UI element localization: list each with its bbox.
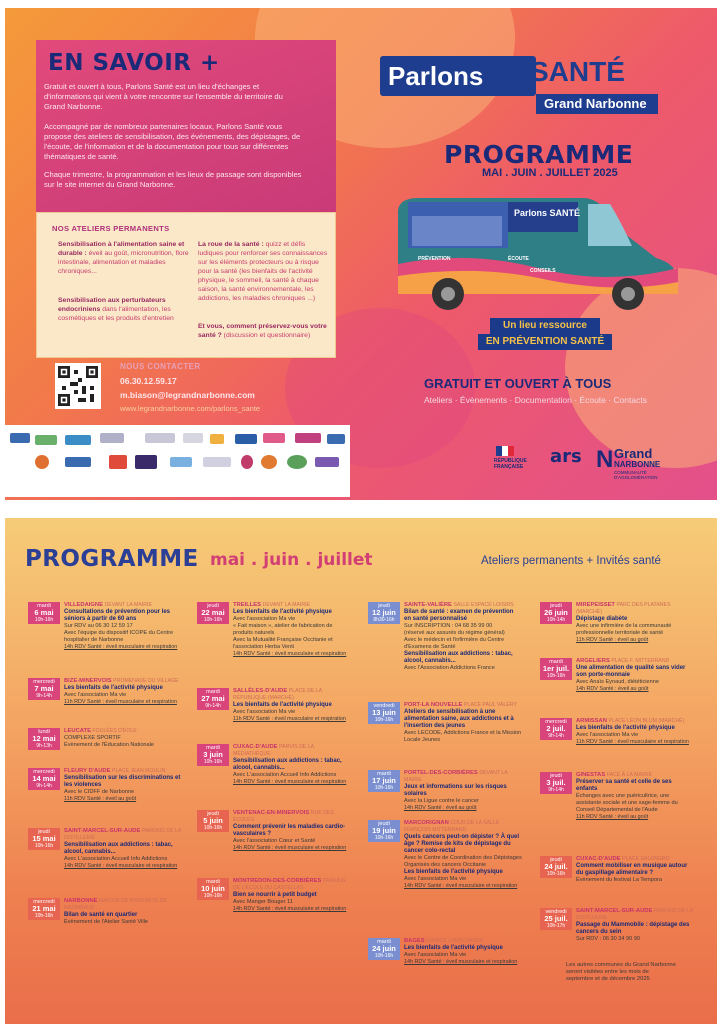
event-location: CUXAC-D'AUDE (233, 744, 278, 750)
event-details (576, 658, 694, 693)
event-location-detail: PLACE LÉON BLUM (MARCHÉ) (608, 718, 685, 724)
event-date-badge (540, 772, 572, 794)
event-date-badge (28, 678, 60, 700)
event-line: Sur INSCRIPTION : 04 68 35 99 00 (404, 623, 493, 629)
info-paragraph: Accompagné par de nombreux partenaires locaux, Parlons Santé vous propose des ateliers de sensibilisation, des événements, des dépistages, de l'écoute, de l'information et de la documentation pour tous sur différentes thématiques de santé. (44, 122, 301, 161)
event-rdv: 11h RDV Santé : éveil musculaire et respiration (233, 716, 346, 722)
event-rdv: 14h RDV Santé : éveil musculaire et respiration (64, 644, 178, 650)
event-line: Avec la Ligue contre le cancer (404, 798, 479, 804)
event-location: SAINTE-VALIÈRE (404, 602, 452, 608)
schedule-footnote: Les autres communes du Grand Narbonne seront visitées entre les mois de septembre et de décembre 2025 (566, 962, 676, 982)
event-date: 12 mai (32, 734, 56, 743)
event-line: Évènement de l'Atelier Santé Ville (64, 919, 148, 925)
event-date-badge (368, 820, 400, 842)
event-location-detail: PLACE SALENGRO (622, 856, 670, 862)
event-location: SAINT-MARCEL-SUR-AUDE (576, 908, 653, 914)
event-location-detail: PLACE PAUL VALÉRY (463, 702, 517, 708)
event-line: Avec l'association Cœur et Santé (233, 838, 316, 844)
event-details (233, 602, 351, 658)
event-title: Bilan de santé : examen de prévention en santé personnalisé (404, 609, 514, 622)
event-location-detail: PARKING DE LA DISTILLERIE (64, 828, 182, 841)
event-rdv: 14h RDV Santé : éveil au goût (404, 805, 477, 811)
van-word: PRÉVENTION (418, 256, 451, 262)
event-line: Avec LECODE, Addictions France et la Mission Locale Jeunes (404, 730, 522, 743)
event-details (233, 878, 351, 913)
logo-grand-narbonne: Grand Narbonne (536, 94, 658, 114)
contact-phone[interactable]: 06.30.12.59.17 (120, 376, 177, 386)
event-title: Ateliers de sensibilisation à une alimentation saine, aux addictions et à l'insertion des jeunes (404, 709, 514, 729)
event-date: 25 juil. (544, 914, 568, 923)
event-details (404, 820, 522, 890)
event-day: mercredi (545, 719, 567, 725)
event-title: Dépistage diabète (576, 616, 628, 622)
schedule-title: PROGRAMME (25, 546, 199, 572)
event-line: Avec l'Association Addictions France (404, 665, 495, 671)
event-day: mercredi (33, 899, 55, 905)
event-location: BAGES (404, 938, 425, 944)
partner-logos (5, 425, 350, 497)
event-date: 12 juin (372, 608, 396, 617)
event-hours: 10h-16h (374, 785, 394, 791)
workshops-title: NOS ATELIERS PERMANENTS (52, 224, 170, 233)
event-line: Avec l'association Ma vie (233, 709, 296, 715)
contact-website-link[interactable]: www.legrandnarbonne.com/parlons_sante (120, 404, 261, 413)
event-title: Les bienfaits de l'activité physique (576, 725, 675, 731)
event-location: BIZE-MINERVOIS (64, 678, 112, 684)
event-title: Jeux et informations sur les risques solaires (404, 784, 507, 797)
event-hours: 10h-16h (34, 843, 54, 849)
logo-sante: SANTÉ (530, 56, 625, 87)
event-line: Avec le Centre de Coordination des Dépistages Organisés des cancers Occitanie (404, 855, 522, 868)
event-location: MIREPEISSET (576, 602, 615, 608)
event-details (404, 938, 522, 966)
event-date-badge (540, 718, 572, 740)
event-date-badge (540, 602, 572, 624)
event-location-detail: DEVANT LA MAIRIE (262, 602, 310, 608)
event-location-detail: PROMENADE DU VILLAGE (113, 678, 179, 684)
event-day: vendredi (373, 703, 395, 709)
event-date-badge (28, 768, 60, 790)
event-date: 19 juin (372, 826, 396, 835)
event-date-badge (28, 728, 60, 750)
schedule-months: mai . juin . juillet (210, 550, 373, 570)
event-line: Évènement de l'Éducation Nationale (64, 742, 155, 748)
event-rdv: 11h RDV Santé : éveil au goût (576, 814, 649, 820)
partner-logo-icon (170, 457, 192, 467)
event-line: Avec le médecin et l'infirmière du Centre d'Examens de Santé (404, 637, 505, 650)
event-line: Avec la Mutualité Française Occitanie et l'association Herba Venti (233, 637, 333, 650)
event-details (64, 728, 182, 749)
event-details (576, 772, 694, 821)
event-date: 2 juil. (546, 724, 566, 733)
event-line: Sur RDV : 06 30 34 90 90 (576, 936, 641, 942)
info-paragraph: Chaque trimestre, la programmation et les lieux de passage sont disponibles sur le site internet du Grand Narbonne. (44, 170, 302, 189)
event-day: mardi (206, 745, 220, 751)
event-location-detail: PARC DES PLATANES (MARCHÉ) (576, 602, 671, 615)
event-date: 21 mai (32, 904, 56, 913)
event-line: Avec L'association Accueil Info Addictions (64, 856, 168, 862)
event-hours: 9h-14h (548, 733, 564, 739)
event-location: GINESTAS (576, 772, 606, 778)
event-date: 3 juin (203, 750, 223, 759)
event-location: VILLEDAIGNE (64, 602, 103, 608)
partner-logo-icon (10, 433, 30, 443)
event-line: COMPLEXE SPORTIF (64, 735, 121, 741)
event-day: mardi (549, 659, 563, 665)
event-title: Les bienfaits de l'activité physique (233, 702, 332, 708)
event-line: Avec Anaïs Eynaud, diététicienne (576, 679, 659, 685)
event-day: jeudi (38, 829, 50, 835)
event-line: Avec l'association Ma vie (404, 876, 467, 882)
event-date: 26 juin (544, 608, 568, 617)
event-details (576, 856, 694, 884)
event-details (576, 908, 694, 943)
event-title: Consultations de prévention pour les séniors à partir de 60 ans (64, 609, 171, 622)
event-location: VENTENAC-EN-MINERVOIS (233, 810, 310, 816)
grand-narbonne-n-icon: N (596, 446, 614, 473)
grand-narbonne-logo: Grand (614, 446, 653, 461)
grand-narbonne-logo-caption: COMMUNAUTÉ D'AGGLOMÉRATION (614, 470, 658, 480)
partner-logo-icon (210, 434, 224, 444)
event-line: Avec l'équipe du dispositif ICOPE du Centre hospitalier de Narbonne (64, 630, 174, 643)
event-hours: 10h-16h (546, 673, 566, 679)
event-rdv: 14h RDV Santé : éveil au goût (576, 686, 649, 692)
event-title: Sensibilisation sur les discriminations et les violences (64, 775, 181, 788)
partner-logo-icon (263, 433, 285, 443)
partner-logo-icon (109, 455, 127, 469)
event-details (576, 718, 694, 746)
event-date: 1er juil. (542, 664, 570, 673)
event-day: jeudi (207, 811, 219, 817)
event-date-badge (197, 602, 229, 624)
event-details (404, 770, 522, 812)
event-date: 17 juin (372, 776, 396, 785)
partner-logo-icon (235, 434, 257, 444)
info-title: EN SAVOIR + (48, 50, 220, 76)
event-title: Les bienfaits de l'activité physique (233, 609, 332, 615)
event-title: Les bienfaits de l'activité physique (64, 685, 163, 691)
event-hours: 10h-16h (374, 717, 394, 723)
event-hours: 10h-16h (374, 835, 394, 841)
event-location: SAINT-MARCEL-SUR-AUDE (64, 828, 141, 834)
french-flag-icon (496, 446, 514, 456)
event-date: 13 juin (372, 708, 396, 717)
workshop-item: Sensibilisation aux perturbateurs endocriniens dans l'alimentation, les cosmétiques et les produits d'entretien (58, 297, 174, 322)
event-rdv: 11h RDV Santé : éveil au goût (64, 796, 137, 802)
programme-title: PROGRAMME (444, 140, 634, 169)
event-date-badge (197, 744, 229, 766)
event-details (404, 602, 522, 672)
event-line: Avec une infirmière de la communauté professionnelle territoriale de santé (576, 623, 672, 636)
event-line: Avec Manger Bouger 11 (233, 899, 293, 905)
event-details (64, 678, 182, 706)
event-rdv: 14h RDV Santé : éveil musculaire et respiration (233, 779, 347, 785)
event-date-badge (368, 702, 400, 724)
event-date: 3 juil. (546, 778, 566, 787)
event-rdv: 11h RDV Santé : éveil au goût (576, 637, 649, 643)
event-location-detail: MAISON DE PROXIMITÉ DE RAZIMBAUD (64, 898, 167, 911)
event-date-badge (368, 770, 400, 792)
event-location-detail: PARVIS DE LA MÉDIATHÈQUE (233, 744, 314, 757)
workshop-item: Sensibilisation à l'alimentation saine et durable : éveil au goût, micronutrition, flore intestinale, alimentation et maladies chroniques... (58, 241, 189, 275)
republique-francaise-logo: RÉPUBLIQUE FRANÇAISE (494, 458, 527, 470)
event-hours: 9h-14h (36, 783, 52, 789)
event-title: Une alimentation de qualité sans vider son porte-monnaie (576, 665, 686, 678)
event-date: 5 juin (203, 816, 223, 825)
partner-logo-icon (327, 434, 345, 444)
event-details (233, 688, 351, 723)
event-title: Comment mobiliser en musique autour du gaspillage alimentaire ? (576, 863, 688, 876)
event-details (404, 702, 522, 744)
event-date-badge (540, 908, 572, 930)
event-date: 22 mai (201, 608, 225, 617)
event-line: Avec l'association Ma vie (576, 732, 639, 738)
event-title: Passage du Mammobile : dépistage des cancers du sein (576, 922, 690, 935)
event-details (64, 602, 182, 651)
event-date-badge (28, 898, 60, 920)
event-day: mardi (206, 689, 220, 695)
event-line: Avec l'association Ma vie (64, 692, 127, 698)
event-line: (réservé aux assurés du régime général) (404, 630, 505, 636)
event-hours: 10h-16h (203, 825, 223, 831)
event-details (233, 744, 351, 786)
event-day: lundi (38, 729, 50, 735)
institutional-logos (490, 440, 690, 480)
event-location: NARBONNE (64, 898, 98, 904)
event-rdv: 14h RDV Santé : éveil musculaire et respiration (233, 845, 347, 851)
event-hours: 10h-17h (546, 923, 566, 929)
grand-narbonne-logo-sub: NARBONNE (614, 460, 661, 469)
event-details (64, 828, 182, 870)
event-date: 27 mai (201, 694, 225, 703)
event-location-detail: COUR DE LA SALLE FRANÇOIS MITTERRAND (404, 820, 500, 833)
free-headline: GRATUIT ET OUVERT À TOUS (424, 376, 612, 391)
event-date: 24 juil. (544, 862, 568, 871)
event-location: FLEURY D'AUDE (64, 768, 111, 774)
event-location-detail: DEVANT LA MAIRIE (404, 770, 508, 783)
event-day: jeudi (378, 603, 390, 609)
event-line: Avec le CIDFF de Narbonne (64, 789, 135, 795)
event-date-badge (28, 828, 60, 850)
event-day: jeudi (550, 857, 562, 863)
event-title: Quels cancers peut-on dépister ? À quel âge ? Remise de kits de dépistage du cancer colo-rectal (404, 834, 520, 854)
event-date: 14 mai (32, 774, 56, 783)
event-date: 6 mai (34, 608, 54, 617)
event-title: Sensibilisation aux addictions : tabac, alcool, cannabis... (233, 758, 342, 771)
van-word: CONSEILS (530, 268, 556, 274)
partner-logo-icon (295, 433, 321, 443)
event-title: Sensibilisation aux addictions : tabac, alcool, cannabis... (64, 842, 173, 855)
event-day: mardi (206, 879, 220, 885)
event-location: MARCORIGNAN (404, 820, 449, 826)
event-day: vendredi (545, 909, 567, 915)
event-details (576, 602, 694, 644)
event-rdv: 14h RDV Santé : éveil musculaire et respiration (233, 906, 347, 912)
partner-logo-icon (35, 435, 57, 445)
event-hours: 9h-14h (36, 693, 52, 699)
event-location: ARMISSAN (576, 718, 607, 724)
resource-tag: EN PRÉVENTION SANTÉ (478, 334, 612, 350)
contact-title: NOUS CONTACTER (120, 362, 201, 371)
partner-logo-icon (183, 433, 203, 443)
event-hours: 10h-14h (546, 617, 566, 623)
event-day: jeudi (550, 603, 562, 609)
workshop-item: Et vous, comment préservez-vous votre santé ? (discussion et questionnaire) (198, 323, 327, 339)
event-hours: 8h30-16h (373, 617, 395, 623)
info-paragraph: Gratuit et ouvert à tous, Parlons Santé est un lieu d'échanges et d'informations qui vient à votre rencontre sur l'ensemble du territoire du Grand Narbonne. (44, 82, 283, 111)
event-location-detail: DEVANT LA MAIRIE (104, 602, 152, 608)
event-title: Les bienfaits de l'activité physique (404, 869, 503, 875)
van-word: ÉCOUTE (508, 256, 529, 262)
qr-code-icon[interactable] (55, 363, 101, 409)
event-day: jeudi (207, 603, 219, 609)
event-date: 7 mai (34, 684, 54, 693)
event-hours: 9h-14h (205, 703, 221, 709)
event-line: Avec L'association Accueil Info Addictions (233, 772, 337, 778)
event-date-badge (197, 688, 229, 710)
event-hours: 9h-13h (36, 743, 52, 749)
partner-logo-icon (287, 455, 307, 469)
event-line: Échanges avec une puéricultrice, une assistante sociale et une sage-femme du Conseil Départemental de l'Aude (576, 793, 678, 813)
partner-logo-icon (203, 457, 231, 467)
event-location-detail: PLACE DE LA RÉPUBLIQUE (MARCHÉ) (233, 688, 322, 701)
event-date-badge (368, 938, 400, 960)
event-line: Avec l'association Ma vie (404, 952, 467, 958)
event-hours: 10h-16h (34, 617, 54, 623)
event-rdv: 14h RDV Santé : éveil musculaire et respiration (233, 651, 347, 657)
event-rdv: 14h RDV Santé : éveil musculaire et respiration (404, 883, 518, 889)
event-location-detail: FACE À LA MAIRIE (606, 772, 653, 778)
event-location: MONTREDON-DES-CORBIÈRES (233, 878, 322, 884)
workshop-item: La roue de la santé : quizz et défis ludiques pour renforcer ses connaissances sur les éléments protecteurs ou à risque pour la santé (les bienfaits de l'activité physique, le sommeil, la santé à chaque saison, la santé environnementale, les addictions, les maladies chroniques ...) (198, 241, 328, 302)
event-hours: 10h-16h (203, 893, 223, 899)
event-day: mercredi (33, 679, 55, 685)
event-title: Bien se nourrir à petit budget (233, 892, 317, 898)
event-line: « Fait maison », atelier de fabrication de produits naturels (233, 623, 333, 636)
event-location-detail: SALLE ESPACE LOISIRS (453, 602, 514, 608)
activities-line: Ateliers · Évènements · Documentation · Écoute · Contacts (424, 395, 647, 405)
event-day: mardi (377, 771, 391, 777)
event-details (233, 810, 351, 852)
partner-logo-icon (241, 455, 253, 469)
event-location: TREILLES (233, 602, 262, 608)
event-location: SALLÈLES-D'AUDE (233, 688, 288, 694)
event-location: ARGELIERS (576, 658, 610, 664)
event-date-badge (28, 602, 60, 624)
event-title: Sensibilisation aux addictions : tabac, alcool, cannabis... (404, 651, 513, 664)
event-title: Bilan de santé en quartier (64, 912, 138, 918)
event-details (64, 768, 182, 803)
contact-email[interactable]: m.biason@legrandnarbonne.com (120, 390, 255, 400)
event-rdv: 11h RDV Santé : éveil musculaire et respiration (576, 739, 689, 745)
event-day: mardi (37, 603, 51, 609)
event-hours: 10h-16h (374, 953, 394, 959)
van-illustration (388, 190, 688, 312)
event-day: mercredi (33, 769, 55, 775)
event-date-badge (540, 856, 572, 878)
event-details (64, 898, 182, 926)
event-date: 24 juin (372, 944, 396, 953)
event-line: Évènement du festival La Tempora (576, 877, 663, 883)
event-date-badge (197, 810, 229, 832)
programme-dates: MAI . JUIN . JUILLET 2025 (482, 167, 618, 179)
partner-logo-icon (65, 435, 91, 445)
event-line: Sur RDV au 06 30 12 59 17 (64, 623, 133, 629)
logo-parlons: Parlons (380, 56, 536, 96)
partner-logo-icon (315, 457, 339, 467)
event-day: jeudi (378, 821, 390, 827)
event-title: Préserver sa santé et celle de ses enfants (576, 779, 672, 792)
event-location-detail: PARKING DE LA DISTILLERIE (576, 908, 694, 921)
event-location: LEUCATE (64, 728, 91, 734)
event-title: Les bienfaits de l'activité physique (404, 945, 503, 951)
event-title: Comment prévenir les maladies cardio-vasculaires ? (233, 824, 346, 837)
event-location-detail: RUE DES ÉCOLES (233, 810, 334, 823)
event-location: PORTEL-DES-CORBIÈRES (404, 770, 478, 776)
event-location-detail: PLACE JEAN MOULIN (112, 768, 166, 774)
event-hours: 10h-16h (34, 913, 54, 919)
event-day: mardi (377, 939, 391, 945)
partner-logo-icon (145, 433, 175, 443)
event-location-detail: ESPACE LOUIS DAUDÉ (426, 938, 484, 944)
event-location-detail: FOULÉES D'ÉOLE (92, 728, 137, 734)
event-date-badge (540, 658, 572, 680)
event-location-detail: PLACE F. MITTERRAND (611, 658, 670, 664)
event-hours: 10h-16h (546, 871, 566, 877)
event-date-badge (368, 602, 400, 624)
event-date-badge (197, 878, 229, 900)
schedule-subtitle: Ateliers permanents + Invités santé (481, 555, 661, 567)
van-label: Parlons SANTÉ (514, 208, 581, 218)
event-hours: 10h-16h (203, 759, 223, 765)
partner-logo-icon (35, 455, 49, 469)
event-hours: 10h-16h (203, 617, 223, 623)
ars-logo: ars (550, 446, 582, 467)
event-hours: 9h-14h (548, 787, 564, 793)
event-rdv: 11h RDV Santé : éveil musculaire et respiration (64, 699, 177, 705)
event-day: jeudi (550, 773, 562, 779)
event-rdv: 14h RDV Santé : éveil musculaire et respiration (64, 863, 178, 869)
partner-logo-icon (135, 455, 157, 469)
resource-tag: Un lieu ressource (490, 318, 600, 334)
partner-logo-icon (65, 457, 91, 467)
partner-logo-icon (261, 455, 277, 469)
event-location-detail: PARKING DE L'ÉCOLE DU CASTELLAS (233, 878, 346, 891)
event-line: Avec l'association Ma vie (233, 616, 296, 622)
event-location: PORT-LA NOUVELLE (404, 702, 463, 708)
event-rdv: 14h RDV Santé : éveil musculaire et respiration (404, 959, 518, 965)
event-location: CUXAC-D'AUDE (576, 856, 621, 862)
event-date: 15 mai (32, 834, 56, 843)
event-date: 10 juin (201, 884, 225, 893)
partner-logo-icon (100, 433, 124, 443)
